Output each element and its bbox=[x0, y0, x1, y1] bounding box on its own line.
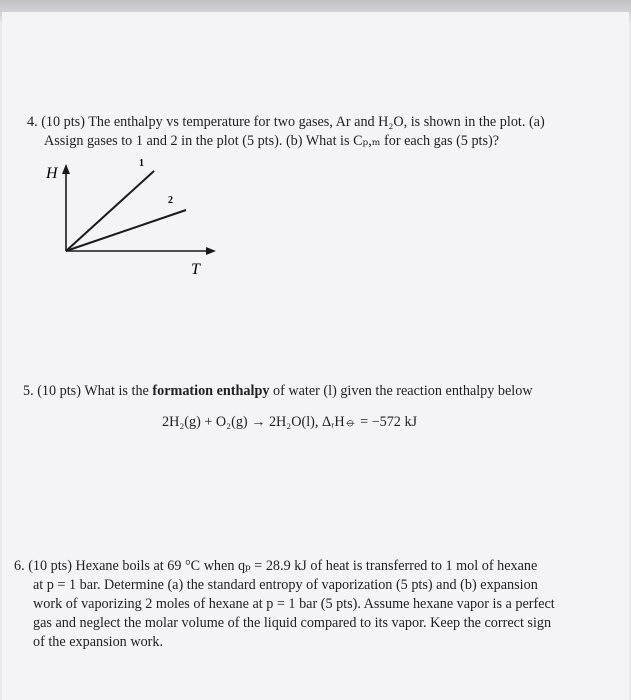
plot-line-1 bbox=[66, 171, 154, 251]
question-6-line-3: work of vaporizing 2 moles of hexane at p = 1 bar (5 pts). Assume hexane vapor is a perfect bbox=[33, 596, 555, 612]
question-6 bbox=[14, 557, 604, 652]
question-4-line-2: Assign gases to 1 and 2 in the plot (5 pts). (b) What is Cₚ,ₘ for each gas (5 pts)? bbox=[44, 133, 500, 149]
question-4 bbox=[27, 113, 587, 151]
plot-line-2 bbox=[66, 210, 186, 251]
line-1-label: 1 bbox=[139, 158, 144, 169]
x-axis-arrow-icon bbox=[206, 247, 216, 255]
reaction-equation: 2H₂(g) + O₂(g) → 2H₂O(l), ΔᵣH⦵ = −572 kJ bbox=[162, 414, 418, 430]
question-4-line-1: 4. (10 pts) The enthalpy vs temperature for two gases, Ar and H₂O, is shown in the plot. (a) bbox=[27, 114, 545, 130]
y-axis-label: H bbox=[46, 165, 58, 182]
question-6-line-5: of the expansion work. bbox=[33, 634, 164, 650]
question-5-bold: formation enthalpy bbox=[152, 383, 270, 399]
question-6-line-4: gas and neglect the molar volume of the liquid compared to its vapor. Keep the correct sign bbox=[33, 615, 552, 631]
line-2-label: 2 bbox=[168, 195, 173, 206]
y-axis-arrow-icon bbox=[62, 164, 70, 174]
question-6-line-2: at p = 1 bar. Determine (a) the standard entropy of vaporization (5 pts) and (b) expansion bbox=[33, 577, 538, 593]
enthalpy-temperature-plot bbox=[36, 150, 236, 280]
question-5-prefix: 5. (10 pts) What is the bbox=[23, 383, 153, 399]
question-6-line-1: 6. (10 pts) Hexane boils at 69 °C when qₚ = 28.9 kJ of heat is transferred to 1 mol of hexane bbox=[14, 558, 538, 574]
question-5 bbox=[23, 382, 603, 401]
x-axis-label: T bbox=[191, 261, 200, 278]
question-5-suffix: of water (l) given the reaction enthalpy below bbox=[269, 383, 533, 399]
